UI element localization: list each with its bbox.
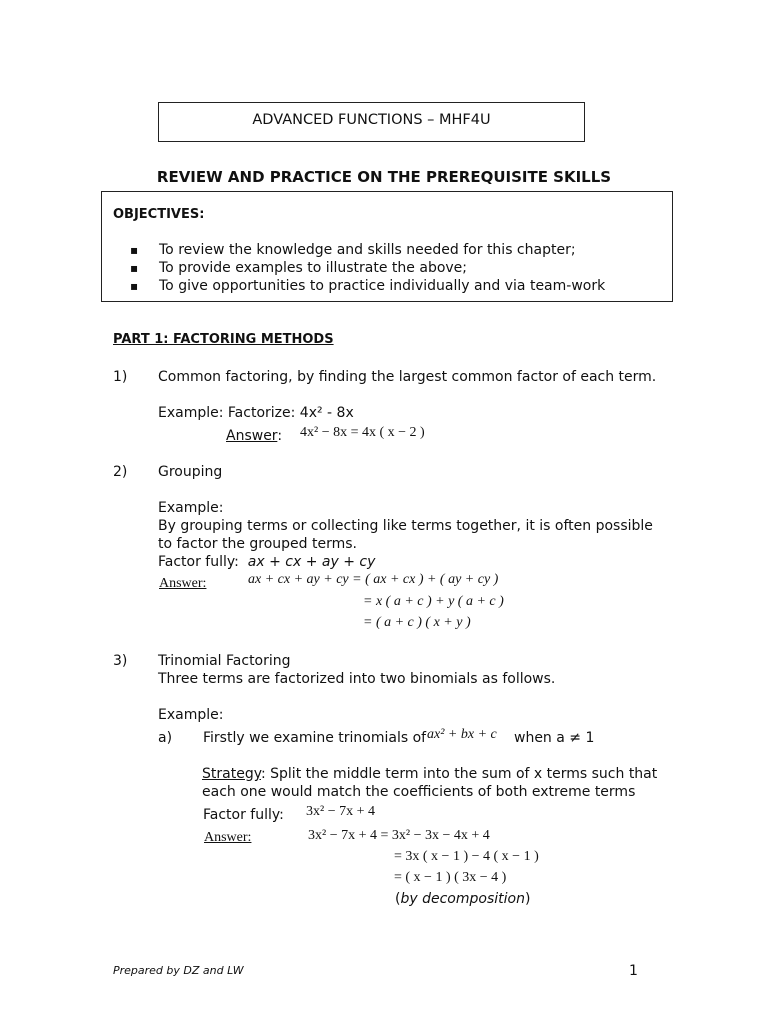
course-title-box [158, 102, 585, 142]
section3-step3: = ( x − 1 ) ( 3x − 4 ) [394, 870, 507, 885]
section1-answer-label [226, 428, 282, 444]
section1-answer-math: 4x² − 8x = 4x ( x − 2 ) [300, 425, 425, 440]
section2-line2: to factor the grouped terms. [158, 536, 358, 552]
strategy-label: Strategy [202, 766, 261, 782]
section3-desc: Three terms are factorized into two binomials as follows. [158, 671, 556, 687]
answer-label: Answer [226, 428, 278, 444]
objective-item: ▪ To provide examples to illustrate the above; [130, 259, 605, 277]
section3-strategy-line2: each one would match the coefficients of both extreme terms [202, 784, 636, 800]
section3-sub-a: a) [158, 730, 173, 746]
section1-text: Common factoring, by finding the largest common factor of each term. [158, 369, 657, 385]
strategy-text: : Split the middle term into the sum of x terms such that [260, 766, 658, 782]
section2-title: Grouping [158, 464, 223, 480]
page-number: 1 [629, 963, 638, 979]
section2-step1: ax + cx + ay + cy = ( ax + cx ) + ( ay + cy ) [248, 572, 499, 587]
section2-factor-expr: ax + cx + ay + cy [247, 554, 376, 570]
footer-prepared-by: Prepared by DZ and LW [113, 964, 244, 977]
section3-step2: = 3x ( x − 1 ) − 4 ( x − 1 ) [394, 849, 539, 864]
section2-step3: = ( a + c ) ( x + y ) [363, 615, 471, 630]
answer-colon: : [277, 428, 283, 444]
note-open-paren: ( [395, 891, 401, 907]
section3-number: 3) [113, 653, 128, 669]
section1-example-expr: 4x² - 8x [299, 405, 354, 421]
objectives-box [101, 191, 673, 302]
objective-item: ▪ To review the knowledge and skills needed for this chapter; [130, 241, 605, 259]
section3-step1: 3x² − 7x + 4 = 3x² − 3x − 4x + 4 [308, 828, 490, 843]
section3-sub-a-text: Firstly we examine trinomials of [203, 730, 427, 746]
note-close-paren: ) [524, 891, 531, 907]
section3-sub-a-cond: when a ≠ 1 [514, 730, 595, 746]
section2-step2: = x ( a + c ) + y ( a + c ) [363, 594, 504, 609]
section2-answer-label: Answer: [159, 576, 207, 591]
section1-number: 1) [113, 369, 128, 385]
objective-item: ▪ To give opportunities to practice individually and via team-work [130, 277, 605, 295]
part1-heading: PART 1: FACTORING METHODS [113, 332, 334, 347]
objectives-heading: OBJECTIVES: [113, 207, 205, 222]
page-subtitle: REVIEW AND PRACTICE ON THE PREREQUISITE SKILLS [156, 168, 612, 186]
section3-note [395, 891, 530, 907]
section3-factor-label: Factor fully: [203, 807, 284, 823]
section3-answer-label: Answer: [204, 830, 252, 845]
section2-factor-label: Factor fully: [158, 554, 239, 570]
section3-factor-expr: 3x² − 7x + 4 [306, 804, 375, 819]
objectives-list [130, 241, 605, 295]
note-text: by decomposition [400, 891, 525, 907]
section2-line1: By grouping terms or collecting like terms together, it is often possible [158, 518, 653, 534]
section3-example-label: Example: [158, 707, 224, 723]
course-title: ADVANCED FUNCTIONS – MHF4U [252, 112, 491, 128]
section2-factor [158, 554, 375, 570]
section2-example-label: Example: [158, 500, 224, 516]
section2-number: 2) [113, 464, 128, 480]
section1-example [158, 405, 354, 421]
section1-example-label: Example: Factorize: [158, 405, 300, 421]
section3-strategy-line1 [202, 766, 657, 782]
section3-sub-a-expr: ax² + bx + c [427, 727, 497, 742]
section3-title: Trinomial Factoring [158, 653, 291, 669]
